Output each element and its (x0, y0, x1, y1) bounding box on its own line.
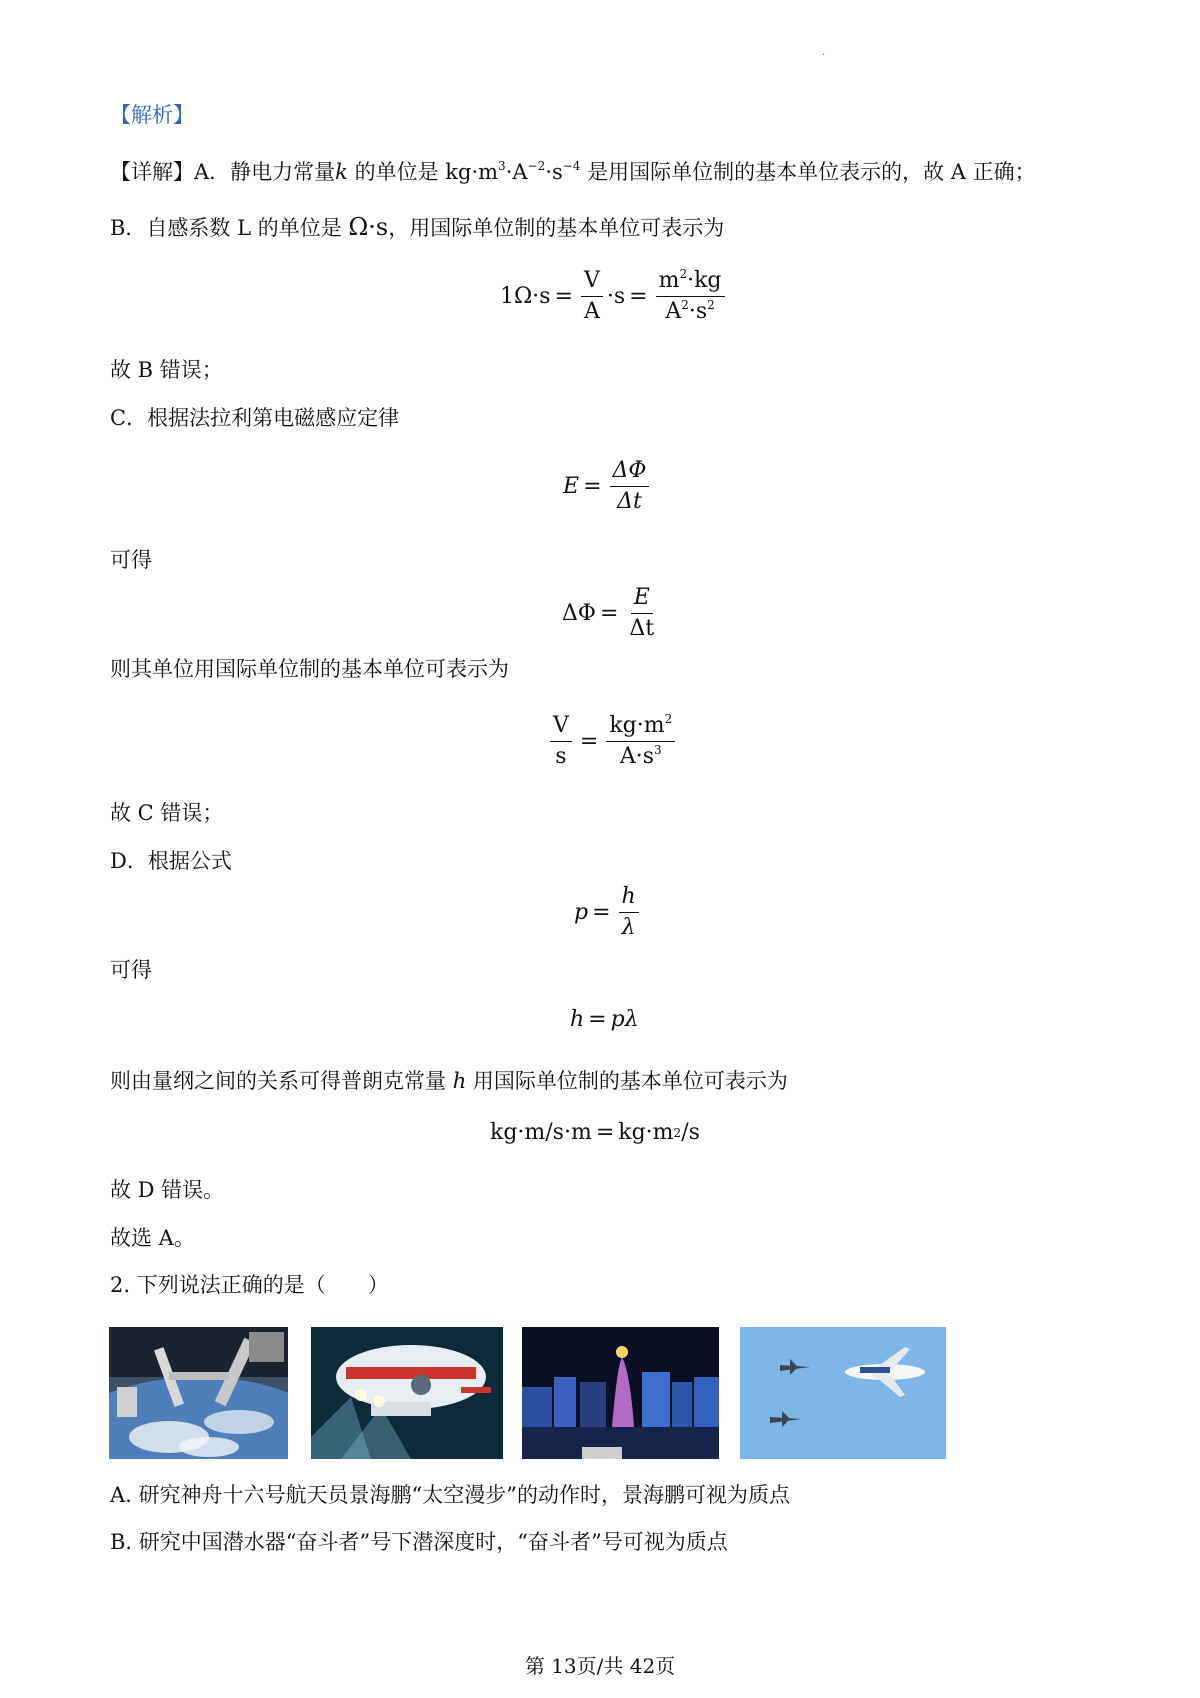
d-wrong: 故 D 错误。 (110, 1178, 225, 1202)
question-2: 2. 下列说法正确的是（ ） (110, 1273, 389, 1297)
detail-line-b: B．自感系数 L 的单位是 Ω·s，用国际单位制的基本单位可表示为 (110, 213, 725, 241)
c-line: C．根据法拉利第电磁感应定律 (110, 406, 400, 430)
equation-de-broglie: p = $\frac{h}{\lambda}$ (574, 884, 643, 941)
option-b: B. 研究中国潜水器“奋斗者”号下潜深度时，“奋斗者”号可视为质点 (110, 1530, 728, 1554)
detail-line-a: 【详解】A．静电力常量k 的单位是 $kg\cdot m^3\cdot A^{-2}\cdot s^{-4}$ 是用国际单位制的基本单位表示的，故 A 正确； (110, 159, 1036, 184)
equation-planck-unit: kg·m/s·m = kg·m 2 /s (490, 1120, 700, 1145)
equation-ohm-second: 1Ω·s = $\frac{V}{A}$ ·s = $\frac{m^2\cdot kg}{A^2\cdot s^2}$ (500, 268, 729, 325)
answer-line: 故选 A。 (110, 1226, 195, 1250)
c-wrong: 故 C 错误； (110, 801, 224, 825)
d-units-intro: 则由量纲之间的关系可得普朗克常量 h 用国际单位制的基本单位可表示为 (110, 1069, 788, 1093)
equation-delta-phi: ΔΦ = $\frac{E}{\Delta t}$ (562, 585, 655, 641)
fraction-v-over-a: $\frac{V}{A}$ (581, 268, 603, 325)
equation-volt-per-second: $\frac{V}{s}$ = $\frac{kg\cdot m^2}{A\cdot s^3}$ (546, 713, 679, 770)
space-station-photo (109, 1327, 288, 1459)
city-night-photo (522, 1327, 719, 1459)
fraction-m2kg-over-a2s2: $\frac{m^2\cdot kg}{A^2\cdot s^2}$ (656, 268, 725, 325)
analysis-heading: 【解析】 (110, 103, 194, 127)
d-line: D．根据公式 (110, 849, 232, 873)
equation-h-p-lambda: h = pλ (570, 1007, 639, 1032)
c-units-intro: 则其单位用国际单位制的基本单位可表示为 (110, 657, 509, 681)
option-a: A. 研究神舟十六号航天员景海鹏“太空漫步”的动作时，景海鹏可视为质点 (110, 1483, 790, 1507)
equation-faraday: E = $\frac{\Delta\Phi}{\Delta t}$ (563, 458, 653, 515)
page-footer: 第 13页/共 42页 (524, 1654, 676, 1678)
b-wrong: 故 B 错误； (110, 358, 223, 382)
c-deduce: 可得 (110, 548, 152, 572)
submersible-photo (311, 1327, 503, 1459)
aircraft-formation-photo (740, 1327, 946, 1459)
page-dot: · (822, 50, 826, 61)
d-deduce: 可得 (110, 958, 152, 982)
